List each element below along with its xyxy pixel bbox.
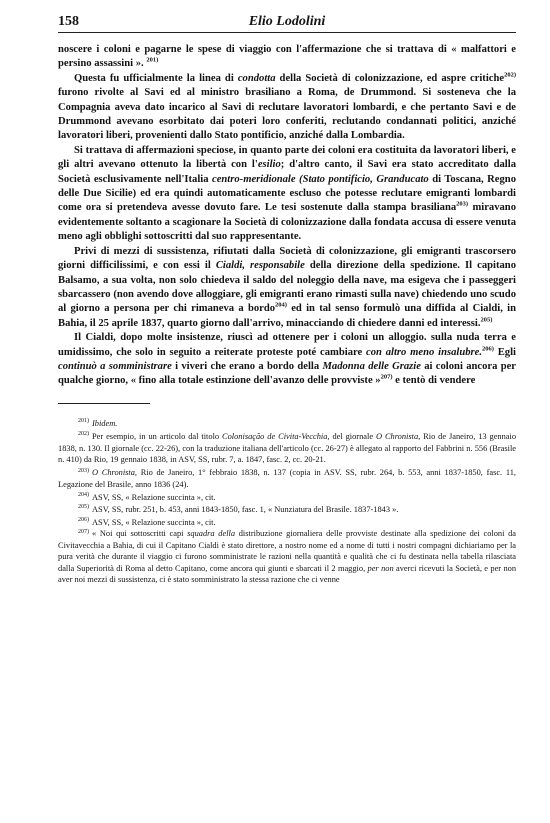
text-segment: del giornale bbox=[329, 432, 376, 442]
body-text bbox=[58, 43, 516, 389]
text-segment: Rio de Janeiro, 1° febbraio 1838, n. 137 (copia in ASV. SS, rubr. 264, b. 553, anni 1837-1850, fasc. 11, Legazione del Brasile, anno 1836 (24). bbox=[58, 468, 516, 489]
paragraph-3 bbox=[58, 144, 516, 245]
italic-segment: Madonna delle Grazie bbox=[322, 360, 421, 372]
text-segment: Si trattava di affermazioni speciose, in quanto parte dei coloni era costituita da lavoratori liberi, e gli altri avevano ottenuto la libertà con l' bbox=[58, 144, 516, 171]
paragraph-5 bbox=[58, 331, 516, 389]
italic-segment: Ibidem. bbox=[92, 418, 118, 428]
footnote-ref-203: 203) bbox=[456, 200, 469, 208]
text-segment: di Toscana, Regno delle Due Sicilie) ed era quindi automaticamente escluso che potesse reclutare emigranti lombardi come ora si pretendeva avesse dovuto fare. Le tesi sostenute dalla stampa brasiliana bbox=[58, 173, 516, 214]
text-segment: Egli bbox=[493, 346, 516, 358]
book-page bbox=[58, 10, 516, 587]
footnote-number: 201) bbox=[78, 417, 89, 424]
footnote-206 bbox=[58, 517, 516, 528]
footnote-204 bbox=[58, 492, 516, 503]
italic-segment: con altro meno insalubre. bbox=[366, 346, 482, 358]
text-segment: furono rivolte al Savi ed al ministro brasiliano a Roma, de Drummond. Si sosteneva che la Compagnia aveva dato incarico al Savi di reclutare lavoratori lombardi, e che pertanto Savi e de Drummond avevano esorbitato dai poteri loro conferiti, reclutando condannati politici, anziché lavoratori liberi, provenienti dallo Stato pontificio, anziché dalla Lombardia. bbox=[58, 87, 516, 142]
footnote-separator bbox=[58, 403, 150, 404]
footnote-number: 203) bbox=[78, 467, 89, 474]
text-segment: Rio de Janeiro, 13 gennaio 1838, n. 130. Il giornale (cc. 22-26), con la traduzione italiana dell'articolo (cc. 26-27) è allegato al rapporto del Fabbrini n. 556 (Brasile n. 410) da Rio, 19 gennaio 1838, in ASV, SS, rubr. 7, a. 1847, fasc. 2, cc. 20-21. bbox=[58, 432, 517, 464]
footnote-ref-207: 207) bbox=[380, 373, 393, 381]
text-segment: della direzione della spedizione. Il capitano Balsamo, a sua volta, non solo chiedeva il saldo del noleggio della nave, ma esigeva che i passeggeri sbarcassero (non avendo dove alloggiare, gli emigranti erano rimasti sulla nave) chiedendo uno scudo al giorno a persona per chi rimaneva a bordo bbox=[58, 260, 516, 315]
footnotes bbox=[58, 418, 516, 586]
footnote-205 bbox=[58, 504, 516, 515]
text-segment: e tentò di vendere bbox=[392, 375, 476, 387]
paragraph-2 bbox=[58, 72, 516, 144]
italic-segment: Colonisação de Civita-Vecchia, bbox=[222, 432, 330, 442]
footnote-203 bbox=[58, 467, 516, 490]
text-segment: averci ricevuti la Società, e per non aver noi mezzi di sussistenza, ci è stato somministrato la stessa razione che ci venne bbox=[58, 563, 517, 585]
footnote-number: 206) bbox=[78, 517, 89, 524]
footnote-number: 204) bbox=[78, 492, 89, 499]
text-segment: ASV, SS, rubr. 251, b. 453, anni 1843-1850, fasc. 1, « Nunziatura del Brasile. 1837-1843 ». bbox=[92, 504, 399, 514]
paragraph-4 bbox=[58, 245, 516, 331]
footnote-number: 202) bbox=[78, 431, 89, 438]
text-segment: ed in tal senso formulò una diffida al Cialdi, in Bahia, il 25 aprile 1837, quarto giorno dall'arrivo, minacciando di chiedere danni ed interessi. bbox=[58, 303, 516, 329]
text-segment: « Noi qui sottoscritti capi bbox=[92, 529, 188, 539]
italic-segment: continuò a somministrare bbox=[58, 360, 172, 372]
footnote-ref-205: 205) bbox=[480, 316, 493, 324]
italic-segment: condotta bbox=[237, 72, 276, 84]
text-segment: ; d'altro canto, il Savi era stato accreditato dalla Società esclusivamente nell'Italia bbox=[58, 159, 516, 185]
italic-segment: centro-meridionale (Stato pontificio, Granducato bbox=[212, 173, 429, 185]
text-segment: Per esempio, in un articolo dal titolo bbox=[92, 432, 223, 442]
text-segment: distribuzione giornaliera delle provviste destinate alla spedizione dei coloni da Civitavecchia a Bahia, di cui il Capitano Cialdi è stato direttore, a nostro nome ed a nome di tutti i nostri compagni dichiariamo per la pura verità che durante il viaggio ci furono somministrate le razioni nella quantità e qualità che ci fu destinata nella tabella rilasciata dalla Superiorità di Roma al detto Capitano, come ancora qui giunti e sbarcati il 2 maggio, bbox=[58, 529, 517, 573]
running-head bbox=[58, 10, 516, 33]
running-title: Elio Lodolini bbox=[248, 14, 326, 29]
page-number: 158 bbox=[58, 14, 79, 29]
text-segment: i viveri che erano a bordo della bbox=[171, 360, 323, 372]
text-segment: Privi di mezzi di sussistenza, rifiutati dalla Società di colonizzazione, gli emigranti trascorsero giorni difficilissimi, e con essi il bbox=[58, 245, 516, 272]
italic-segment: O Chronista, bbox=[375, 432, 421, 442]
footnote-ref-204: 204) bbox=[275, 301, 287, 309]
text-segment: miravano evidentemente soltanto a scagionare la Società di colonizzazione dalla fondata accusa di essere venuta meno agli obblighi sottoscritti dal suo rappresentante. bbox=[58, 202, 516, 243]
footnote-202 bbox=[58, 431, 516, 465]
footnote-number: 205) bbox=[78, 503, 89, 510]
footnote-207 bbox=[58, 528, 516, 585]
italic-segment: Cialdi, responsabile bbox=[215, 260, 305, 272]
italic-segment: per non bbox=[367, 563, 394, 573]
text-segment: Il Cialdi, dopo molte insistenze, riuscì ad ottenere per i coloni un alloggio. sulla nuda terra e umidissimo, che solo in seguito a reiterate proteste poté cambiare bbox=[58, 332, 516, 358]
italic-segment: squadra della bbox=[187, 529, 236, 539]
italic-segment: O Chronista, bbox=[92, 468, 138, 478]
footnote-number: 207) bbox=[78, 528, 89, 535]
footnote-ref-206: 206) bbox=[481, 345, 494, 352]
text-segment: ASV, SS, « Relazione succinta », cit. bbox=[92, 493, 216, 503]
footnote-201 bbox=[58, 418, 516, 429]
italic-segment: esilio bbox=[257, 159, 281, 171]
text-segment: Questa fu ufficialmente la linea di bbox=[74, 72, 238, 84]
text-segment: ASV, SS, « Relazione succinta », cit. bbox=[92, 518, 216, 527]
text-segment: noscere i coloni e pagarne le spese di viaggio con l'affermazione che si trattava di « malfattori e persino assassini ». bbox=[58, 44, 516, 70]
text-segment: ai coloni ancora per qualche giorno, « fino alla totale estinzione dell'avanzo delle provviste » bbox=[58, 360, 516, 387]
footnote-ref-201: 201) bbox=[146, 56, 159, 64]
text-segment: della Società di colonizzazione, ed aspre critiche bbox=[275, 72, 505, 84]
paragraph-1 bbox=[58, 43, 516, 72]
footnote-ref-202: 202) bbox=[504, 71, 516, 79]
